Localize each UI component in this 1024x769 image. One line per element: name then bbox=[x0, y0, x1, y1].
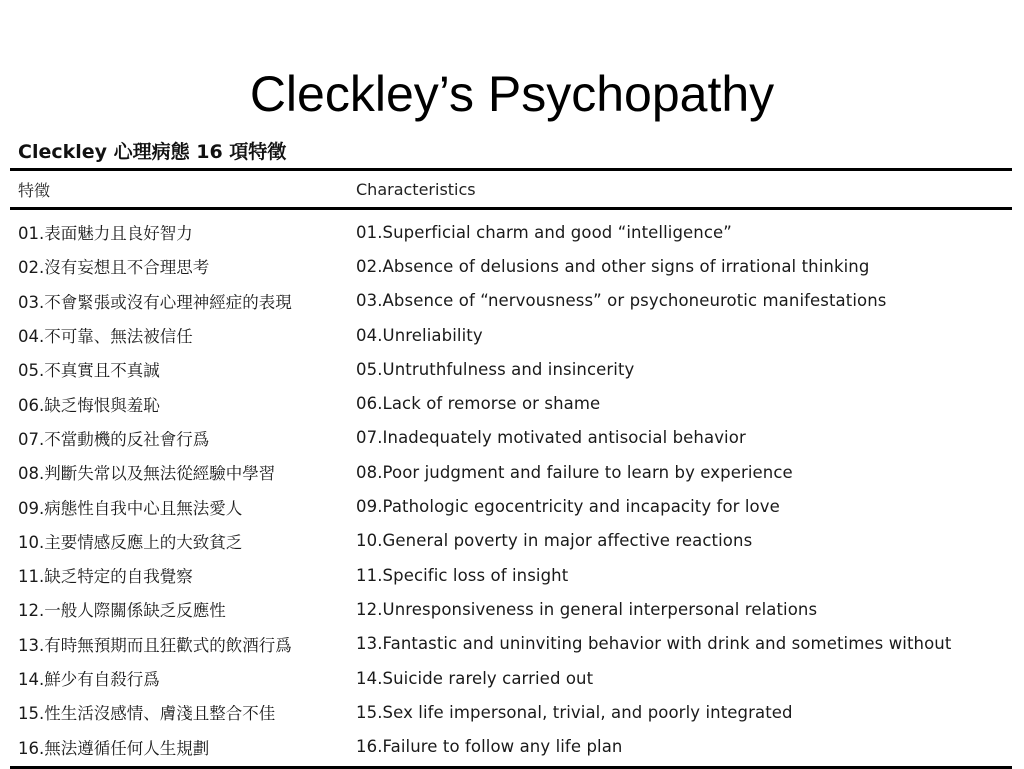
table-row bbox=[10, 215, 1012, 249]
trait-chinese: 05.不真實且不真誠 bbox=[18, 361, 160, 381]
table-row bbox=[10, 489, 1012, 523]
table-row bbox=[10, 695, 1012, 729]
trait-chinese: 09.病態性自我中心且無法愛人 bbox=[18, 498, 243, 518]
table-row bbox=[10, 352, 1012, 386]
trait-english: 05.Untruthfulness and insincerity bbox=[356, 359, 635, 379]
table-row bbox=[10, 318, 1012, 352]
table-bottom-rule bbox=[10, 766, 1012, 769]
table-row bbox=[10, 524, 1012, 558]
table-row bbox=[10, 592, 1012, 626]
trait-chinese: 02.沒有妄想且不合理思考 bbox=[18, 258, 210, 278]
trait-english: 01.Superficial charm and good “intelligence” bbox=[356, 222, 732, 242]
table-row bbox=[10, 284, 1012, 318]
trait-chinese: 08.判斷失常以及無法從經驗中學習 bbox=[18, 464, 276, 484]
trait-chinese: 13.有時無預期而且狂歡式的飲酒行爲 bbox=[18, 635, 292, 655]
trait-english: 03.Absence of “nervousness” or psychoneurotic manifestations bbox=[356, 291, 887, 311]
trait-chinese: 16.無法遵循任何人生規劃 bbox=[18, 738, 210, 758]
trait-english: 16.Failure to follow any life plan bbox=[356, 737, 623, 757]
trait-chinese: 14.鮮少有自殺行爲 bbox=[18, 670, 160, 689]
header-english: Characteristics bbox=[356, 179, 476, 199]
trait-english: 11.Specific loss of insight bbox=[356, 565, 569, 585]
trait-chinese: 06.缺乏悔恨與羞恥 bbox=[18, 395, 160, 415]
table-body bbox=[10, 210, 1012, 764]
trait-english: 10.General poverty in major affective reactions bbox=[356, 531, 753, 551]
trait-english: 09.Pathologic egocentricity and incapacity for love bbox=[356, 497, 780, 517]
trait-english: 15.Sex life impersonal, trivial, and poorly integrated bbox=[356, 702, 793, 722]
trait-chinese: 12.一般人際關係缺乏反應性 bbox=[18, 601, 226, 621]
table-row bbox=[10, 661, 1012, 695]
trait-english: 12.Unresponsiveness in general interpersonal relations bbox=[356, 599, 818, 619]
table-header-row bbox=[10, 171, 1012, 207]
header-chinese: 特徵 bbox=[18, 180, 51, 200]
table-row bbox=[10, 627, 1012, 661]
trait-english: 14.Suicide rarely carried out bbox=[356, 668, 594, 688]
trait-english: 02.Absence of delusions and other signs of irrational thinking bbox=[356, 256, 870, 276]
trait-english: 08.Poor judgment and failure to learn by experience bbox=[356, 462, 793, 482]
trait-chinese: 03.不會緊張或沒有心理神經症的表現 bbox=[18, 292, 292, 312]
trait-english: 07.Inadequately motivated antisocial behavior bbox=[356, 428, 746, 448]
table-row bbox=[10, 386, 1012, 420]
trait-chinese: 01.表面魅力且良好智力 bbox=[18, 224, 193, 244]
table-row bbox=[10, 249, 1012, 283]
trait-chinese: 04.不可靠、無法被信任 bbox=[18, 327, 193, 347]
trait-chinese: 15.性生活沒感情、膚淺且整合不佳 bbox=[18, 704, 276, 724]
trait-english: 04.Unreliability bbox=[356, 325, 483, 345]
trait-chinese: 11.缺乏特定的自我覺察 bbox=[18, 567, 193, 587]
trait-chinese: 07.不當動機的反社會行爲 bbox=[18, 429, 210, 449]
table-row bbox=[10, 558, 1012, 592]
trait-english: 06.Lack of remorse or shame bbox=[356, 394, 601, 414]
slide-title: Cleckley’s Psychopathy bbox=[249, 66, 775, 122]
table-row bbox=[10, 455, 1012, 489]
table-caption: Cleckley 心理病態 16 項特徵 bbox=[18, 141, 287, 163]
trait-chinese: 10.主要情感反應上的大致貧乏 bbox=[18, 532, 243, 552]
characteristics-table bbox=[10, 168, 1012, 769]
table-row bbox=[10, 729, 1012, 763]
table-row bbox=[10, 421, 1012, 455]
trait-english: 13.Fantastic and uninviting behavior with drink and sometimes without bbox=[356, 634, 952, 654]
